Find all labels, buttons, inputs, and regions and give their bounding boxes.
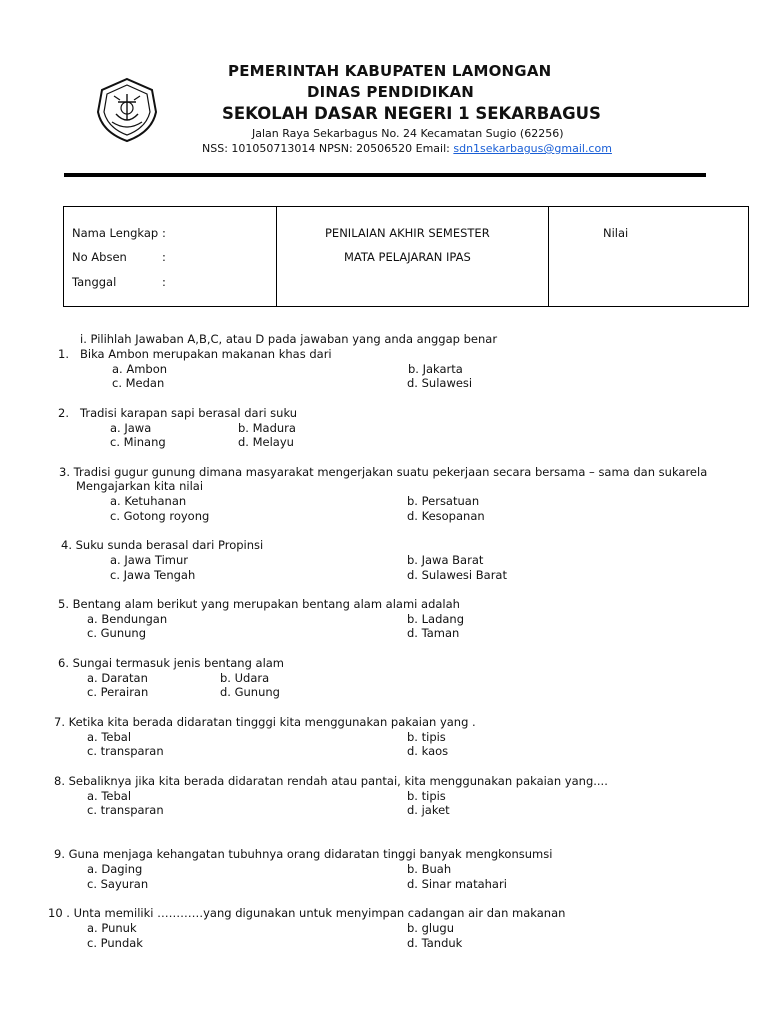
date-label: Tanggal xyxy=(72,275,117,289)
q9-option-c: c. Sayuran xyxy=(87,877,149,891)
q10-option-c: c. Pundak xyxy=(87,936,143,950)
q8-option-d: d. jaket xyxy=(407,803,450,817)
q3-option-a: a. Ketuhanan xyxy=(110,494,187,508)
q6-option-c: c. Perairan xyxy=(87,685,149,699)
q4-option-d: d. Sulawesi Barat xyxy=(407,568,507,582)
exam-subject: MATA PELAJARAN IPAS xyxy=(344,250,471,264)
q9-option-d: d. Sinar matahari xyxy=(407,877,507,891)
q8-option-b: b. tipis xyxy=(407,789,446,803)
q3-option-c: c. Gotong royong xyxy=(110,509,210,523)
question-6: 6. Sungai termasuk jenis bentang alam xyxy=(58,656,285,670)
q9-option-b: b. Buah xyxy=(407,862,452,876)
q4-option-c: c. Jawa Tengah xyxy=(110,568,196,582)
q1-option-d: d. Sulawesi xyxy=(407,376,473,390)
q3-option-b: b. Persatuan xyxy=(407,494,480,508)
regency-emblem-icon xyxy=(94,76,160,144)
email-link[interactable]: sdn1sekarbagus@gmail.com xyxy=(453,142,612,155)
header-government: PEMERINTAH KABUPATEN LAMONGAN xyxy=(228,62,552,80)
q2-option-c: c. Minang xyxy=(110,435,166,449)
question-2-number: 2. xyxy=(58,406,69,420)
q2-option-a: a. Jawa xyxy=(110,421,152,435)
q8-option-a: a. Tebal xyxy=(87,789,132,803)
header-address: Jalan Raya Sekarbagus No. 24 Kecamatan Sugio (62256) xyxy=(252,127,564,140)
header-ids xyxy=(202,142,612,156)
q1-option-a: a. Ambon xyxy=(112,362,168,376)
q1-option-c: c. Medan xyxy=(112,376,165,390)
question-1-number: 1. xyxy=(58,347,69,361)
absen-colon: : xyxy=(162,250,166,264)
q6-option-d: d. Gunung xyxy=(220,685,280,699)
instruction: i. Pilihlah Jawaban A,B,C, atau D pada jawaban yang anda anggap benar xyxy=(80,332,498,346)
q10-option-d: d. Tanduk xyxy=(407,936,463,950)
absen-label: No Absen xyxy=(72,250,127,264)
q5-option-a: a. Bendungan xyxy=(87,612,168,626)
q5-option-c: c. Gunung xyxy=(87,626,146,640)
q6-option-b: b. Udara xyxy=(220,671,270,685)
q10-option-a: a. Punuk xyxy=(87,921,137,935)
q9-option-a: a. Daging xyxy=(87,862,143,876)
q4-option-a: a. Jawa Timur xyxy=(110,553,188,567)
question-9: 9. Guna menjaga kehangatan tubuhnya orang didaratan tinggi banyak mengkonsumsi xyxy=(54,847,553,861)
question-2: Tradisi karapan sapi berasal dari suku xyxy=(80,406,298,420)
question-3-line2: Mengajarkan kita nilai xyxy=(76,479,204,493)
question-7: 7. Ketika kita berada didaratan tingggi kita menggunakan pakaian yang . xyxy=(54,715,476,729)
box-divider-left xyxy=(276,206,277,306)
q2-option-b: b. Madura xyxy=(238,421,296,435)
q7-option-c: c. transparan xyxy=(87,744,164,758)
q3-option-d: d. Kesopanan xyxy=(407,509,485,523)
q7-option-d: d. kaos xyxy=(407,744,449,758)
q1-option-b: b. Jakarta xyxy=(408,362,463,376)
question-3: 3. Tradisi gugur gunung dimana masyarakat mengerjakan suatu pekerjaan secara bersama – sama dan sukarela xyxy=(59,465,708,479)
header-school-name: SEKOLAH DASAR NEGERI 1 SEKARBAGUS xyxy=(222,104,601,123)
question-5: 5. Bentang alam berikut yang merupakan bentang alam alami adalah xyxy=(58,597,460,611)
name-label: Nama Lengkap xyxy=(72,226,159,240)
q5-option-d: d. Taman xyxy=(407,626,460,640)
date-colon: : xyxy=(162,275,166,289)
q10-option-b: b. glugu xyxy=(407,921,454,935)
q6-option-a: a. Daratan xyxy=(87,671,148,685)
header-department: DINAS PENDIDIKAN xyxy=(307,83,475,101)
exam-title: PENILAIAN AKHIR SEMESTER xyxy=(325,226,490,240)
q4-option-b: b. Jawa Barat xyxy=(407,553,484,567)
name-colon: : xyxy=(162,226,166,240)
header-ids-text: NSS: 101050713014 NPSN: 20506520 Email: xyxy=(202,142,454,155)
question-1: Bika Ambon merupakan makanan khas dari xyxy=(80,347,332,361)
q2-option-d: d. Melayu xyxy=(238,435,294,449)
question-8: 8. Sebaliknya jika kita berada didaratan rendah atau pantai, kita menggunakan pakaian yang.... xyxy=(54,774,608,788)
question-10: 10 . Unta memiliki …………yang digunakan untuk menyimpan cadangan air dan makanan xyxy=(48,906,566,920)
q7-option-b: b. tipis xyxy=(407,730,446,744)
q8-option-c: c. transparan xyxy=(87,803,164,817)
q5-option-b: b. Ladang xyxy=(407,612,465,626)
question-4: 4. Suku sunda berasal dari Propinsi xyxy=(61,538,264,552)
box-divider-right xyxy=(548,206,549,306)
score-label: Nilai xyxy=(603,226,629,240)
q7-option-a: a. Tebal xyxy=(87,730,132,744)
header-divider xyxy=(64,173,706,177)
